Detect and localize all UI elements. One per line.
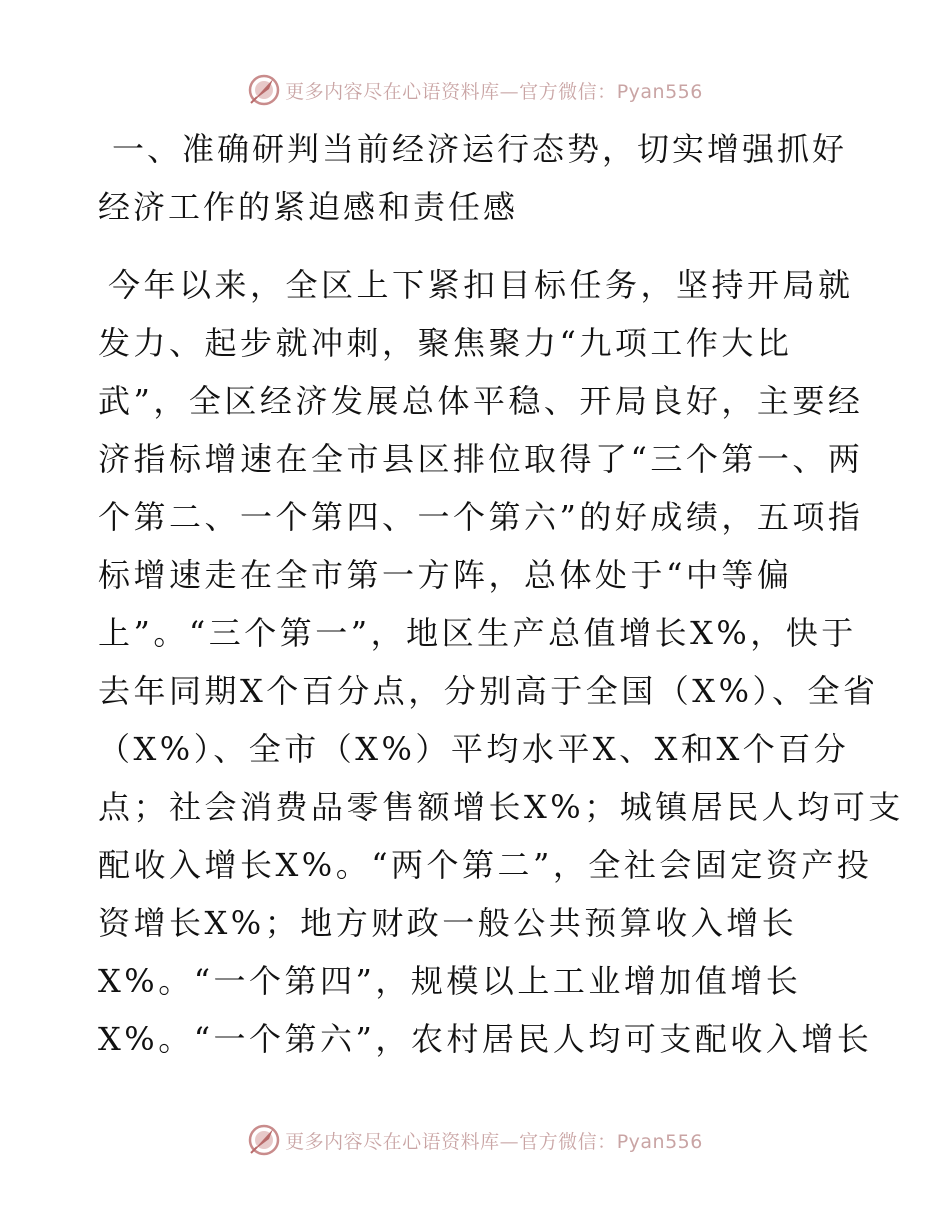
quill-logo-icon — [247, 73, 281, 107]
watermark-separator: — — [499, 1130, 520, 1153]
paragraph-line: 今年以来，全区上下紧扣目标任务，坚持开局就 — [108, 266, 854, 304]
body-paragraph — [98, 256, 904, 1068]
paragraph-line: 武”，全区经济发展总体平稳、开局良好，主要经 — [98, 382, 864, 420]
paragraph-line: 配收入增长X%。“两个第二”，全社会固定资产投 — [98, 846, 873, 884]
paragraph-line: 标增速走在全市第一方阵，总体处于“中等偏 — [98, 556, 793, 594]
watermark-separator: — — [499, 80, 520, 103]
paragraph-line: 上”。“三个第一”，地区生产总值增长X%，快于 — [98, 614, 857, 652]
watermark-text — [285, 77, 703, 104]
paragraph-line: X%。“一个第六”，农村居民人均可支配收入增长 — [98, 1020, 873, 1058]
watermark-wechat-label: 官方微信： — [519, 80, 617, 103]
section-heading-line-2: 经济工作的紧迫感和责任感 — [98, 188, 519, 226]
watermark-banner-top — [0, 70, 950, 110]
paragraph-line: 资增长X%；地方财政一般公共预算收入增长 — [98, 904, 798, 942]
watermark-site-name: 更多内容尽在心语资料库 — [285, 1130, 500, 1153]
paragraph-line: 个第二、一个第四、一个第六”的好成绩，五项指 — [98, 498, 864, 536]
watermark-site-name: 更多内容尽在心语资料库 — [285, 80, 500, 103]
paragraph-line: 点；社会消费品零售额增长X%；城镇居民人均可支 — [98, 788, 904, 826]
section-heading — [98, 120, 858, 236]
paragraph-line: （X%）、全市（X%）平均水平X、X和X个百分 — [98, 730, 850, 768]
paragraph-line: X%。“一个第四”，规模以上工业增加值增长 — [98, 962, 802, 1000]
paragraph-line: 济指标增速在全市县区排位取得了“三个第一、两 — [98, 440, 864, 478]
watermark-wechat-id: Pyan556 — [616, 1130, 703, 1153]
quill-logo-icon — [247, 1123, 281, 1157]
watermark-wechat-id: Pyan556 — [616, 80, 703, 103]
watermark-banner-bottom — [0, 1120, 950, 1160]
paragraph-line: 发力、起步就冲刺，聚焦聚力“九项工作大比 — [98, 324, 793, 362]
document-body — [98, 120, 904, 1068]
watermark-text — [285, 1127, 703, 1154]
paragraph-line: 去年同期X个百分点，分别高于全国（X%）、全省 — [98, 672, 879, 710]
section-heading-line-1: 一、准确研判当前经济运行态势，切实增强抓好 — [112, 130, 848, 168]
watermark-wechat-label: 官方微信： — [519, 1130, 617, 1153]
